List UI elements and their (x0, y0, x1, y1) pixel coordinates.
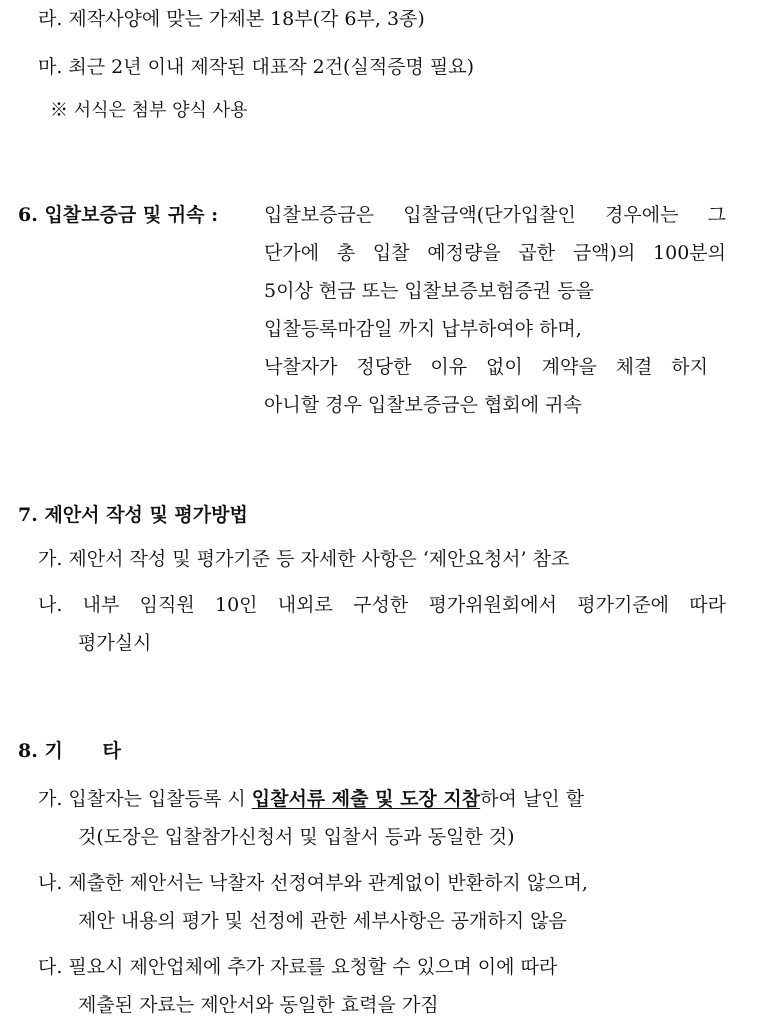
section6-line-6: 아니할 경우 입찰보증금은 협회에 귀속 (264, 394, 582, 416)
section8-item-ga-prefix: 가. 입찰자는 입찰등록 시 (38, 788, 252, 810)
section6-line-1: 입찰보증금은 입찰금액(단가입찰인 경우에는 그 (264, 204, 726, 226)
section6-heading: 6. 입찰보증금 및 귀속 : (18, 204, 219, 226)
section8-item-ga-line1 (38, 786, 584, 812)
section7-heading: 7. 제안서 작성 및 평가방법 (18, 504, 248, 526)
section6-line-2: 단가에 총 입찰 예정량을 곱한 금액)의 100분의 (264, 242, 726, 264)
section7-item-na-line1: 나. 내부 임직원 10인 내외로 구성한 평가위원회에서 평가기준에 따라 (38, 594, 726, 616)
section6-line-3: 5이상 현금 또는 입찰보증보험증권 등을 (264, 280, 594, 302)
section8-item-na-line2: 제안 내용의 평가 및 선정에 관한 세부사항은 공개하지 않음 (78, 910, 567, 932)
section8-heading: 8. 기 타 (18, 740, 121, 762)
section6-line-4: 입찰등록마감일 까지 납부하여야 하며, (264, 318, 582, 340)
section8-item-na-line1: 나. 제출한 제안서는 낙찰자 선정여부와 관계없이 반환하지 않으며, (38, 872, 588, 894)
section8-item-ga-line2: 것(도장은 입찰참가신청서 및 입찰서 등과 동일한 것) (78, 826, 515, 848)
item-ma: 마. 최근 2년 이내 제작된 대표작 2건(실적증명 필요) (38, 56, 475, 78)
section8-item-da-line1: 다. 필요시 제안업체에 추가 자료를 요청할 수 있으며 이에 따라 (38, 956, 558, 978)
section8-item-ga-emphasis: 입찰서류 제출 및 도장 지참 (251, 788, 481, 810)
section6-line-5: 낙찰자가 정당한 이유 없이 계약을 체결 하지 (264, 356, 708, 378)
section7-item-ga: 가. 제안서 작성 및 평가기준 등 자세한 사항은 ‘제안요청서’ 참조 (38, 548, 570, 570)
form-note: ※ 서식은 첨부 양식 사용 (50, 100, 248, 121)
item-ra: 라. 제작사양에 맞는 가제본 18부(각 6부, 3종) (38, 8, 425, 30)
section8-item-da-line2: 제출된 자료는 제안서와 동일한 효력을 가짐 (78, 994, 439, 1016)
section7-item-na-line2: 평가실시 (78, 632, 152, 654)
section8-item-ga-suffix: 하여 날인 할 (480, 788, 584, 810)
